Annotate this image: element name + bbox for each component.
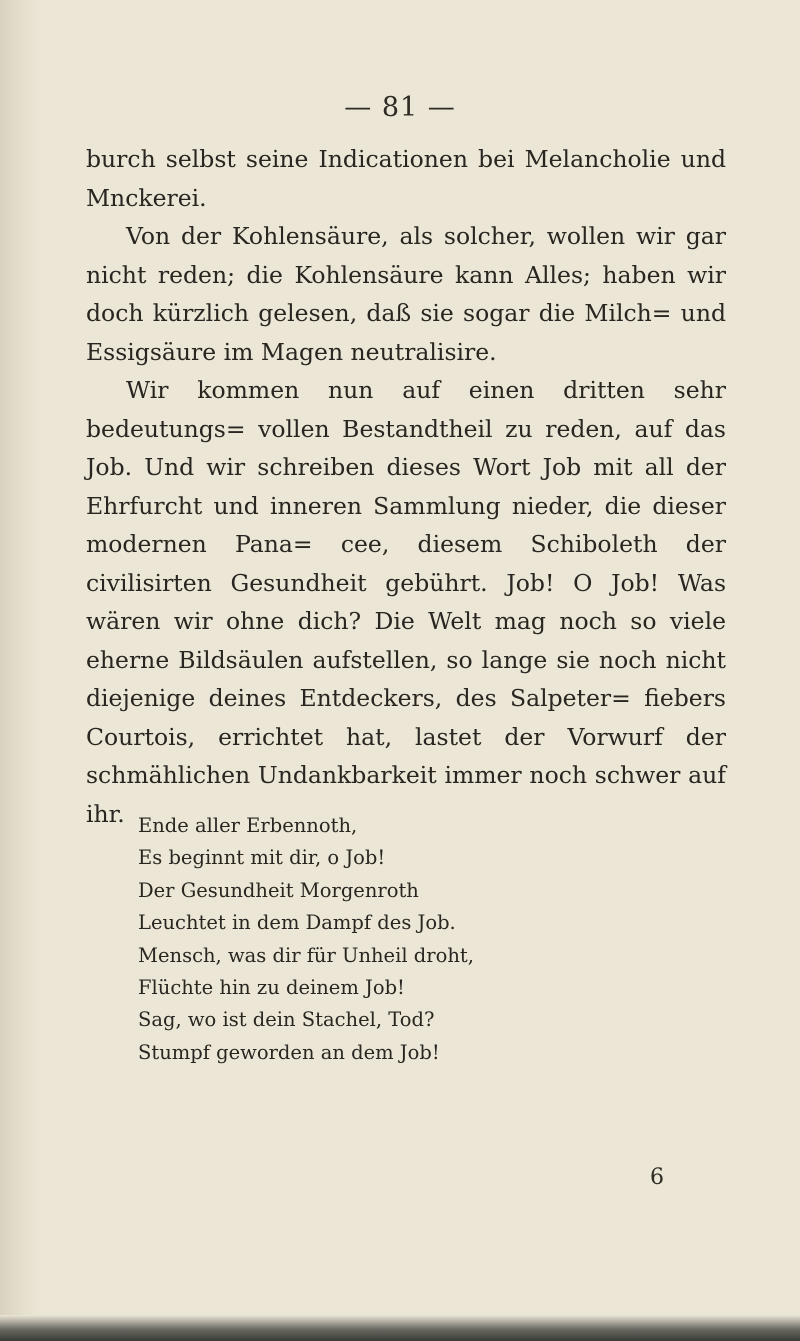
poem-line: Flüchte hin zu deinem Job! bbox=[138, 976, 405, 1000]
poem-line: Es beginnt mit dir, o Job! bbox=[138, 846, 386, 870]
paragraph: Von der Kohlensäure, als solcher, wollen wir gar nicht reden; die Kohlensäure kann Alles; haben wir doch kürzlich gelesen, daß sie sogar die Milch= und Essigsäure im Magen neutralisire. bbox=[86, 222, 726, 366]
page-number-header: — 81 — bbox=[344, 92, 456, 123]
signature-mark: 6 bbox=[650, 1165, 664, 1190]
paragraph: Wir kommen nun auf einen dritten sehr bedeutungs= vollen Bestandtheil zu reden, auf das Job. Und wir schreiben dieses Wort Job mit all der Ehrfurcht und inneren Sammlung nieder, die dieser modernen Pana= cee, diesem Schiboleth der civilisirten Gesundheit gebührt. Job! O Job! Was wären wir ohne dich? Die Welt mag noch so viele eherne Bildsäulen aufstellen, so lange sie noch nicht diejenige deines Entdeckers, des Salpeter= fiebers Courtois, errichtet hat, lastet der Vorwurf der schmählichen Undankbarkeit immer noch schwer auf ihr. bbox=[86, 376, 726, 828]
page-bottom-edge bbox=[0, 1315, 800, 1341]
poem-line: Sag, wo ist dein Stachel, Tod? bbox=[138, 1008, 435, 1032]
poem-line: Stumpf geworden an dem Job! bbox=[138, 1040, 440, 1064]
body-text bbox=[86, 140, 726, 833]
paragraph: burch selbst seine Indicationen bei Melancholie und Mnckerei. bbox=[86, 145, 726, 212]
poem-line: Der Gesundheit Morgenroth bbox=[138, 878, 419, 902]
poem-line: Mensch, was dir für Unheil droht, bbox=[138, 943, 474, 967]
poem-line: Leuchtet in dem Dampf des Job. bbox=[138, 911, 456, 935]
poem-line: Ende aller Erbennoth, bbox=[138, 814, 358, 837]
page-binding-edge bbox=[0, 0, 42, 1341]
poem-stanza bbox=[138, 810, 698, 1069]
